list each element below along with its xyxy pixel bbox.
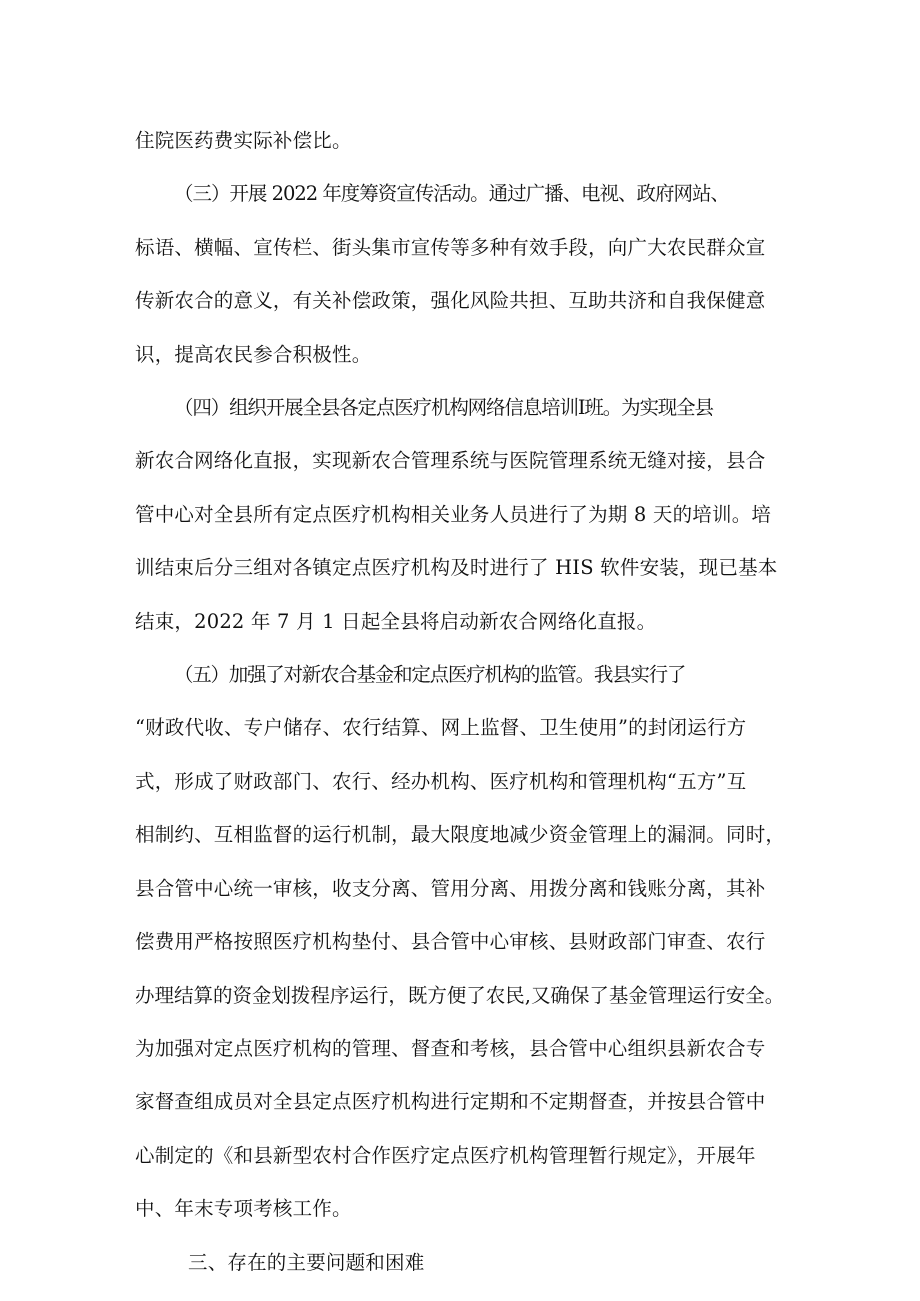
paragraph-fund-supervision — [135, 648, 785, 1235]
paragraph-network-training — [135, 381, 785, 648]
text-line: 县合管中心统一审核，收支分离、管用分离、用拨分离和钱账分离，其补 — [135, 876, 766, 900]
section-heading — [135, 1236, 785, 1289]
text-line: 结束，2022 年 7 月 1 日起全县将启动新农合网络化直报。 — [135, 609, 657, 633]
text-line: 式，形成了财政部门、农行、经办机构、医疗机构和管理机构“五方”互 — [135, 769, 747, 793]
text-line: 管中心对全县所有定点医疗机构相关业务人员进行了为期 8 天的培训。培 — [135, 502, 772, 526]
text-line: （四）组织开展全县各定点医疗机构网络信息培训Ⅰ班。为实现全县 — [174, 396, 713, 420]
text-line: “财政代收、专户储存、农行结算、网上监督、卫生使用”的封闭运行方 — [135, 716, 747, 740]
text-line: 新农合网络化直报，实现新农合管理系统与医院管理系统无缝对接，县合 — [135, 449, 766, 473]
section-heading-text: 三、存在的主要问题和困难 — [188, 1250, 425, 1274]
paragraph-continuation — [135, 114, 785, 167]
text-line: 为加强对定点医疗机构的管理、督查和考核，县合管中心组织县新农合专 — [135, 1036, 766, 1060]
text-line: 传新农合的意义，有关补偿政策，强化风险共担、互助共济和自我保健意 — [135, 289, 766, 313]
text-line: 相制约、互相监督的运行机制，最大限度地减少资金管理上的漏洞。同时， — [135, 823, 786, 847]
text-line: 偿费用严格按照医疗机构垫付、县合管中心审核、县财政部门审查、农行 — [135, 930, 766, 954]
text-line: 标语、横幅、宣传栏、街头集市宣传等多种有效手段，向广大农民群众宣 — [135, 235, 766, 259]
text-line: 住院医药费实际补偿比。 — [135, 129, 352, 152]
text-line: 心制定的《和县新型农村合作医疗定点医疗机构管理暂行规定》，开展年 — [135, 1143, 756, 1167]
text-line: 识，提高农民参合积极性。 — [135, 342, 372, 366]
text-line: （三）开展 2022 年度筹资宣传活动。通过广播、电视、政府网站、 — [174, 182, 729, 206]
text-line: 办理结算的资金划拨程序运行，既方便了农民,又确保了基金管理运行安全。 — [135, 983, 785, 1007]
text-line: 家督查组成员对全县定点医疗机构进行定期和不定期督查，并按县合管中 — [135, 1090, 766, 1114]
document-body — [135, 114, 785, 1289]
text-line: 中、年末专项考核工作。 — [135, 1197, 352, 1221]
paragraph-fundraising-campaign — [135, 167, 785, 381]
text-line: （五）加强了对新农合基金和定点医疗机构的监管。我县实行了 — [174, 663, 686, 687]
text-line: 训结束后分三组对各镇定点医疗机构及时进行了 HIS 软件安装，现已基本 — [135, 556, 778, 580]
